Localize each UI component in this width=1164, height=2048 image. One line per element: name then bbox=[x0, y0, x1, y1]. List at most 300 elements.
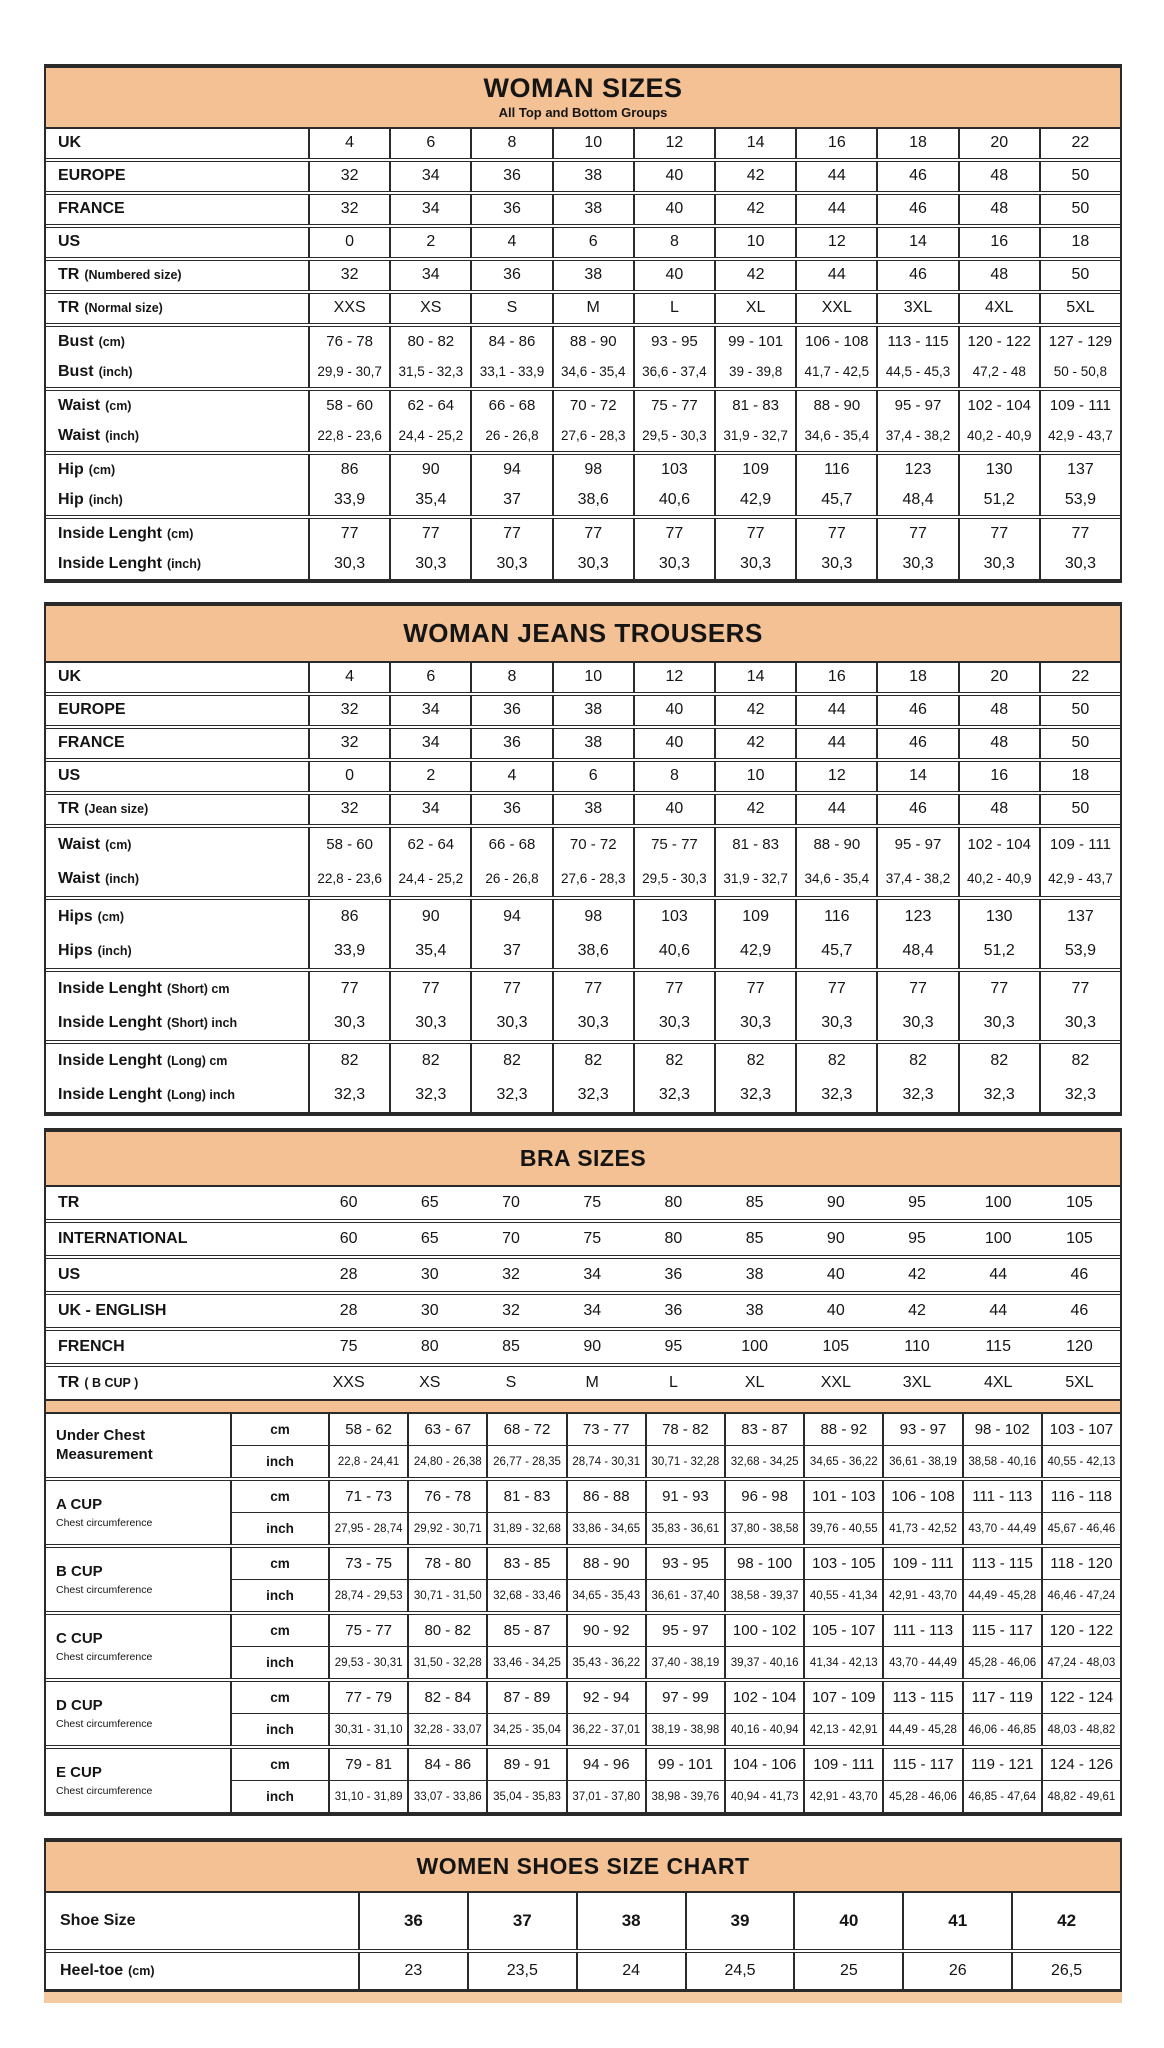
cup-label bbox=[46, 1749, 232, 1812]
table-cell: 88 - 92 bbox=[803, 1414, 882, 1445]
table-cell: 47,2 - 48 bbox=[958, 357, 1039, 387]
table-cell: 123 bbox=[876, 900, 957, 934]
table-cell: 14 bbox=[714, 663, 795, 692]
table-cell: 32 bbox=[308, 261, 389, 290]
row-group bbox=[46, 1219, 1120, 1255]
table-cell: 30,3 bbox=[308, 549, 389, 579]
table-cell: 100 bbox=[984, 1194, 1012, 1212]
table-cell: 50 - 50,8 bbox=[1039, 357, 1120, 387]
table-cell: 60 bbox=[339, 1194, 358, 1212]
table-cell: 14 bbox=[714, 129, 795, 158]
table-cell: 39 - 39,8 bbox=[714, 357, 795, 387]
table-cell: 8 bbox=[633, 228, 714, 257]
jeans-trousers-header bbox=[46, 606, 1120, 663]
table-cell: 38,98 - 39,76 bbox=[645, 1781, 724, 1812]
table-cell: 38 bbox=[552, 195, 633, 224]
table-cell: 33,1 - 33,9 bbox=[470, 357, 551, 387]
table-cell: 34 bbox=[389, 195, 470, 224]
table-cell: 36 bbox=[664, 1266, 683, 1284]
table-cell: 34,6 - 35,4 bbox=[795, 862, 876, 896]
table-cell: 30,3 bbox=[795, 1006, 876, 1040]
row-label-main: Inside Lenght bbox=[58, 1051, 162, 1069]
table-cell: 6 bbox=[552, 762, 633, 791]
table-cell: XL bbox=[744, 1374, 765, 1392]
table-cell: 30,3 bbox=[552, 1006, 633, 1040]
row-label bbox=[46, 795, 308, 824]
table-cell: 98 - 100 bbox=[724, 1548, 803, 1579]
table-cell: 90 bbox=[389, 900, 470, 934]
cup-label-main: D CUP bbox=[56, 1697, 103, 1715]
bra-cup-section bbox=[46, 1414, 1120, 1812]
table-cell: 96 - 98 bbox=[724, 1481, 803, 1512]
table-row bbox=[232, 1682, 1120, 1713]
table-cell: 83 - 87 bbox=[724, 1414, 803, 1445]
cup-label bbox=[46, 1615, 232, 1678]
table-cell: 80 bbox=[664, 1230, 683, 1248]
table-cell: 77 bbox=[876, 519, 957, 549]
table-cell: 4 bbox=[470, 228, 551, 257]
row-label-main: Inside Lenght bbox=[58, 979, 162, 997]
table-cell: 8 bbox=[470, 663, 551, 692]
table-cell: 35,83 - 36,61 bbox=[645, 1513, 724, 1544]
table-cell: 30,3 bbox=[714, 1006, 795, 1040]
table-cell: 36,22 - 37,01 bbox=[566, 1714, 645, 1745]
table-cell: 34,6 - 35,4 bbox=[795, 421, 876, 451]
table-cell: 103 - 107 bbox=[1041, 1414, 1120, 1445]
table-row bbox=[46, 485, 1120, 515]
unit-cell: inch bbox=[266, 1722, 294, 1738]
table-cell: 36 bbox=[470, 195, 551, 224]
table-cell: 5XL bbox=[1065, 1374, 1094, 1392]
table-cell: 115 bbox=[985, 1338, 1011, 1356]
table-cell: 45,67 - 46,46 bbox=[1041, 1513, 1120, 1544]
table-cell: 34 bbox=[389, 696, 470, 725]
cup-row-group bbox=[46, 1611, 1120, 1678]
unit-cell: inch bbox=[266, 1454, 294, 1470]
table-cell: 75 bbox=[583, 1194, 602, 1212]
table-cell: 48,4 bbox=[876, 934, 957, 968]
table-cell: 113 - 115 bbox=[962, 1548, 1041, 1579]
table-cell: 20 bbox=[958, 129, 1039, 158]
table-cell: 51,2 bbox=[958, 934, 1039, 968]
table-cell: 82 bbox=[876, 1044, 957, 1078]
table-cell: 77 bbox=[714, 972, 795, 1006]
table-row bbox=[46, 1044, 1120, 1078]
row-label-sub: (inch) bbox=[97, 943, 132, 958]
row-label bbox=[46, 294, 308, 323]
table-cell: 32,3 bbox=[795, 1078, 876, 1112]
table-cell: 82 - 84 bbox=[407, 1682, 486, 1713]
row-label-main: TR bbox=[58, 1374, 80, 1392]
table-cell: 14 bbox=[876, 228, 957, 257]
table-cell: 88 - 90 bbox=[552, 327, 633, 357]
table-cell: 50 bbox=[1039, 261, 1120, 290]
unit-cell: cm bbox=[270, 1757, 290, 1773]
table-cell: 75 bbox=[583, 1230, 602, 1248]
table-cell: 3XL bbox=[902, 1374, 932, 1392]
table-cell: 24,4 - 25,2 bbox=[389, 421, 470, 451]
table-cell: 40,55 - 41,34 bbox=[803, 1580, 882, 1611]
row-label: US bbox=[58, 233, 81, 251]
row-label-sub: (inch) bbox=[105, 871, 140, 886]
row-label bbox=[46, 934, 308, 968]
row-label-sub: (cm) bbox=[128, 1964, 155, 1979]
table-row bbox=[46, 455, 1120, 485]
cup-label bbox=[46, 1481, 232, 1544]
table-cell: L bbox=[633, 294, 714, 323]
table-row bbox=[46, 900, 1120, 934]
row-group bbox=[46, 791, 1120, 824]
row-group bbox=[46, 1327, 1120, 1363]
row-label: UK - ENGLISH bbox=[58, 1302, 167, 1320]
table-cell: 0 bbox=[308, 228, 389, 257]
table-cell: 79 - 81 bbox=[328, 1749, 407, 1780]
table-cell: 38,58 - 40,16 bbox=[962, 1446, 1041, 1477]
row-label-sub: (cm) bbox=[105, 398, 132, 413]
row-label: US bbox=[58, 767, 81, 785]
table-cell: 109 - 111 bbox=[1039, 391, 1120, 421]
table-cell: 100 bbox=[741, 1338, 768, 1356]
table-cell: 77 bbox=[876, 972, 957, 1006]
table-cell: 93 - 97 bbox=[882, 1414, 961, 1445]
row-label bbox=[46, 485, 308, 515]
table-cell: S bbox=[505, 1374, 517, 1392]
table-cell: 60 bbox=[339, 1230, 358, 1248]
table-cell: 31,9 - 32,7 bbox=[714, 421, 795, 451]
table-cell: 41 bbox=[902, 1893, 1011, 1949]
cup-row-group bbox=[46, 1544, 1120, 1611]
table-cell: 20 bbox=[958, 663, 1039, 692]
table-cell: 40 bbox=[633, 162, 714, 191]
table-cell: 36 bbox=[470, 696, 551, 725]
table-cell: 50 bbox=[1039, 729, 1120, 758]
table-cell: 44 bbox=[795, 195, 876, 224]
table-row bbox=[232, 1481, 1120, 1512]
table-cell: 18 bbox=[1039, 762, 1120, 791]
table-cell: 42 bbox=[908, 1302, 926, 1320]
table-cell: 100 - 102 bbox=[724, 1615, 803, 1646]
table-cell: 137 bbox=[1039, 900, 1120, 934]
row-group bbox=[46, 387, 1120, 451]
table-cell: 38,6 bbox=[552, 934, 633, 968]
table-cell: 53,9 bbox=[1039, 485, 1120, 515]
table-cell: 82 bbox=[714, 1044, 795, 1078]
table-row bbox=[46, 828, 1120, 862]
table-cell: 30,3 bbox=[308, 1006, 389, 1040]
row-group bbox=[46, 1291, 1120, 1327]
table-cell: 98 bbox=[552, 900, 633, 934]
table-cell: 12 bbox=[795, 228, 876, 257]
table-cell: 42 bbox=[714, 162, 795, 191]
row-group bbox=[46, 129, 1120, 158]
row-label-main: Hip bbox=[58, 490, 84, 508]
table-cell: 2 bbox=[389, 762, 470, 791]
table-cell: 50 bbox=[1039, 696, 1120, 725]
shoes-title: WOMEN SHOES SIZE CHART bbox=[416, 1853, 750, 1879]
table-cell: 34 bbox=[389, 795, 470, 824]
row-label-sub: (cm) bbox=[88, 462, 116, 477]
table-cell: 94 - 96 bbox=[566, 1749, 645, 1780]
row-group bbox=[46, 896, 1120, 968]
row-label bbox=[46, 1367, 308, 1399]
table-cell: 53,9 bbox=[1039, 934, 1120, 968]
table-cell: 40,2 - 40,9 bbox=[958, 862, 1039, 896]
table-cell: 116 bbox=[795, 900, 876, 934]
row-label-sub: (Long) cm bbox=[167, 1053, 228, 1068]
table-row bbox=[46, 972, 1120, 1006]
table-cell: 30,3 bbox=[633, 1006, 714, 1040]
table-cell: 81 - 83 bbox=[486, 1481, 565, 1512]
table-cell: 31,5 - 32,3 bbox=[389, 357, 470, 387]
table-cell: 5XL bbox=[1039, 294, 1120, 323]
table-cell: 30,3 bbox=[958, 1006, 1039, 1040]
table-cell: 98 - 102 bbox=[962, 1414, 1041, 1445]
table-cell: 35,4 bbox=[389, 485, 470, 515]
table-cell: 32,68 - 33,46 bbox=[486, 1580, 565, 1611]
table-cell: 116 - 118 bbox=[1041, 1481, 1120, 1512]
row-label: FRANCE bbox=[58, 734, 125, 752]
table-cell: 70 - 72 bbox=[552, 391, 633, 421]
table-cell: 77 bbox=[1039, 519, 1120, 549]
table-cell: 42,91 - 43,70 bbox=[882, 1580, 961, 1611]
table-cell: 16 bbox=[958, 762, 1039, 791]
table-cell: 37 bbox=[470, 934, 551, 968]
table-cell: 40 bbox=[633, 795, 714, 824]
woman-sizes-body bbox=[46, 129, 1120, 579]
table-cell: 6 bbox=[389, 129, 470, 158]
table-cell: 109 - 111 bbox=[803, 1749, 882, 1780]
table-cell: 32 bbox=[502, 1302, 520, 1320]
table-cell: 105 bbox=[1066, 1230, 1093, 1248]
table-row bbox=[46, 294, 1120, 323]
table-cell: 81 - 83 bbox=[714, 828, 795, 862]
table-cell: 117 - 119 bbox=[962, 1682, 1041, 1713]
table-cell: 106 - 108 bbox=[882, 1481, 961, 1512]
cup-rows bbox=[232, 1548, 1120, 1611]
table-cell: 73 - 75 bbox=[328, 1548, 407, 1579]
table-cell: 106 - 108 bbox=[795, 327, 876, 357]
table-cell: 35,43 - 36,22 bbox=[566, 1647, 645, 1678]
table-cell: 37,40 - 38,19 bbox=[645, 1647, 724, 1678]
table-cell: 85 - 87 bbox=[486, 1615, 565, 1646]
cup-rows bbox=[232, 1615, 1120, 1678]
table-cell: 46 bbox=[1070, 1302, 1089, 1320]
row-label-sub: ( B CUP ) bbox=[84, 1376, 139, 1391]
table-cell: 38 bbox=[552, 261, 633, 290]
table-cell: 29,5 - 30,3 bbox=[633, 421, 714, 451]
table-cell: 32,3 bbox=[470, 1078, 551, 1112]
table-row bbox=[46, 549, 1120, 579]
table-cell: 34,65 - 36,22 bbox=[803, 1446, 882, 1477]
table-cell: 38 bbox=[552, 795, 633, 824]
table-cell: 73 - 77 bbox=[566, 1414, 645, 1445]
table-row bbox=[46, 195, 1120, 224]
table-row bbox=[232, 1414, 1120, 1445]
table-cell: 26,77 - 28,35 bbox=[486, 1446, 565, 1477]
row-label bbox=[46, 421, 308, 451]
table-cell: 40 bbox=[633, 696, 714, 725]
table-cell: 22,8 - 23,6 bbox=[308, 421, 389, 451]
table-cell: 36,61 - 37,40 bbox=[645, 1580, 724, 1611]
table-cell: 94 bbox=[470, 455, 551, 485]
table-cell: 32 bbox=[308, 696, 389, 725]
table-cell: 2 bbox=[389, 228, 470, 257]
table-cell: 109 bbox=[714, 900, 795, 934]
table-cell: 90 - 92 bbox=[566, 1615, 645, 1646]
table-cell: 93 - 95 bbox=[633, 327, 714, 357]
row-label-sub: (Normal size) bbox=[84, 301, 163, 316]
table-cell: 77 bbox=[958, 519, 1039, 549]
table-row bbox=[46, 862, 1120, 896]
table-cell: 48 bbox=[958, 162, 1039, 191]
table-cell: 34 bbox=[583, 1266, 602, 1284]
table-cell: 4XL bbox=[958, 294, 1039, 323]
unit-cell: inch bbox=[266, 1588, 294, 1604]
table-cell: 40 bbox=[793, 1893, 902, 1949]
table-cell: 10 bbox=[714, 762, 795, 791]
row-label-main: Inside Lenght bbox=[58, 1013, 162, 1031]
table-cell: 32,3 bbox=[1039, 1078, 1120, 1112]
table-cell: 32,3 bbox=[876, 1078, 957, 1112]
table-cell: 30,3 bbox=[795, 549, 876, 579]
row-label bbox=[46, 862, 308, 896]
table-cell: 38 bbox=[745, 1266, 764, 1284]
table-cell: 4XL bbox=[983, 1374, 1013, 1392]
table-cell: 32,3 bbox=[714, 1078, 795, 1112]
row-label-sub: (Long) inch bbox=[167, 1087, 236, 1102]
table-cell: 137 bbox=[1039, 455, 1120, 485]
cup-label-sub: Chest circumference bbox=[56, 1785, 153, 1798]
table-row bbox=[232, 1615, 1120, 1646]
row-label-main: Bust bbox=[58, 362, 94, 380]
table-cell: 30,3 bbox=[714, 549, 795, 579]
table-cell: 119 - 121 bbox=[962, 1749, 1041, 1780]
row-label-sub: (Jean size) bbox=[84, 802, 149, 817]
table-cell: 29,92 - 30,71 bbox=[407, 1513, 486, 1544]
table-row bbox=[46, 391, 1120, 421]
table-cell: 4 bbox=[308, 663, 389, 692]
table-cell: 36 bbox=[470, 795, 551, 824]
table-cell: 82 bbox=[795, 1044, 876, 1078]
unit-cell: inch bbox=[266, 1521, 294, 1537]
table-cell: 90 bbox=[389, 455, 470, 485]
cup-label-main: E CUP bbox=[56, 1764, 102, 1782]
table-cell: 43,70 - 44,49 bbox=[882, 1647, 961, 1678]
table-cell: 101 - 103 bbox=[803, 1481, 882, 1512]
table-cell: 58 - 60 bbox=[308, 391, 389, 421]
table-cell: 28 bbox=[339, 1266, 358, 1284]
table-cell: 46 bbox=[1070, 1266, 1089, 1284]
cup-rows bbox=[232, 1749, 1120, 1812]
table-cell: 40 bbox=[826, 1302, 845, 1320]
table-cell: 23,5 bbox=[467, 1953, 576, 1989]
table-cell: 34,65 - 35,43 bbox=[566, 1580, 645, 1611]
woman-sizes-subtitle: All Top and Bottom Groups bbox=[498, 104, 668, 120]
table-cell: 23 bbox=[358, 1953, 467, 1989]
table-cell: 44 bbox=[989, 1302, 1008, 1320]
table-cell: 68 - 72 bbox=[486, 1414, 565, 1445]
row-label bbox=[46, 1006, 308, 1040]
table-cell: 42 bbox=[714, 261, 795, 290]
table-cell: 36 bbox=[470, 162, 551, 191]
jeans-trousers-body bbox=[46, 663, 1120, 1112]
table-cell: 42 bbox=[714, 195, 795, 224]
table-cell: 34 bbox=[389, 162, 470, 191]
table-cell: 77 bbox=[795, 519, 876, 549]
table-cell: 43,70 - 44,49 bbox=[962, 1513, 1041, 1544]
row-group bbox=[46, 451, 1120, 515]
table-row bbox=[232, 1579, 1120, 1611]
table-row bbox=[46, 795, 1120, 824]
table-cell: 30,3 bbox=[958, 549, 1039, 579]
table-row bbox=[46, 663, 1120, 692]
table-cell: 97 - 99 bbox=[645, 1682, 724, 1713]
row-label-sub: (Short) inch bbox=[167, 1015, 238, 1030]
table-cell: 16 bbox=[795, 663, 876, 692]
cup-label bbox=[46, 1548, 232, 1611]
table-cell: 32 bbox=[308, 195, 389, 224]
table-cell: 45,28 - 46,06 bbox=[882, 1781, 961, 1812]
table-cell: 95 - 97 bbox=[876, 828, 957, 862]
table-cell: 44 bbox=[795, 696, 876, 725]
cup-label-main: A CUP bbox=[56, 1496, 103, 1514]
table-cell: 85 bbox=[745, 1230, 764, 1248]
table-cell: 86 bbox=[308, 900, 389, 934]
table-cell: 77 bbox=[1039, 972, 1120, 1006]
table-cell: 16 bbox=[958, 228, 1039, 257]
table-cell: 107 - 109 bbox=[803, 1682, 882, 1713]
table-cell: 48 bbox=[958, 795, 1039, 824]
table-cell: 123 bbox=[876, 455, 957, 485]
table-cell: 36 bbox=[470, 729, 551, 758]
table-cell: 22 bbox=[1039, 129, 1120, 158]
row-group bbox=[46, 290, 1120, 323]
table-cell: 0 bbox=[308, 762, 389, 791]
table-cell: 111 - 113 bbox=[882, 1615, 961, 1646]
row-label-main: Waist bbox=[58, 835, 101, 853]
row-label bbox=[46, 327, 308, 357]
table-cell: 62 - 64 bbox=[389, 391, 470, 421]
table-cell: 44 bbox=[795, 162, 876, 191]
table-cell: 76 - 78 bbox=[407, 1481, 486, 1512]
table-cell: 82 bbox=[1039, 1044, 1120, 1078]
row-group bbox=[46, 824, 1120, 896]
bra-sizes-table bbox=[44, 1128, 1122, 1816]
table-cell: 65 bbox=[420, 1230, 439, 1248]
table-cell: 75 - 77 bbox=[328, 1615, 407, 1646]
table-cell: 40,55 - 42,13 bbox=[1041, 1446, 1120, 1477]
table-cell: 66 - 68 bbox=[470, 391, 551, 421]
table-cell: 75 - 77 bbox=[633, 828, 714, 862]
table-row bbox=[46, 1259, 1120, 1291]
table-cell: 18 bbox=[1039, 228, 1120, 257]
table-cell: XS bbox=[389, 294, 470, 323]
table-cell: 92 - 94 bbox=[566, 1682, 645, 1713]
table-cell: 32,28 - 33,07 bbox=[407, 1714, 486, 1745]
cup-label bbox=[46, 1414, 232, 1477]
table-cell: 31,50 - 32,28 bbox=[407, 1647, 486, 1678]
table-cell: 65 bbox=[420, 1194, 439, 1212]
row-label-sub: (Short) cm bbox=[167, 981, 230, 996]
table-cell: 100 bbox=[984, 1230, 1012, 1248]
table-cell: 39,76 - 40,55 bbox=[803, 1513, 882, 1544]
bra-sizes-title: BRA SIZES bbox=[519, 1145, 647, 1171]
table-row bbox=[46, 1295, 1120, 1327]
shoes-header bbox=[46, 1842, 1120, 1893]
table-cell: 95 bbox=[908, 1230, 926, 1248]
row-group bbox=[46, 158, 1120, 191]
table-cell: 82 bbox=[958, 1044, 1039, 1078]
